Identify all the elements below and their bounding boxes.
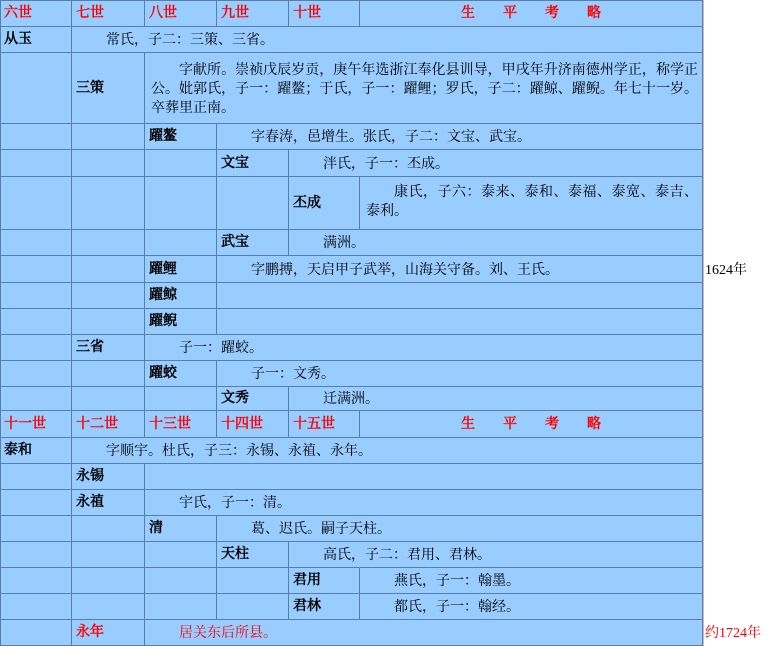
header-biography-title: 生 平 考 略 [360, 0, 703, 27]
header-generation-14: 十四世 [217, 411, 289, 438]
person-name-congyu: 从玉 [0, 27, 72, 53]
empty-cell [0, 53, 72, 124]
person-name-sance: 三策 [72, 53, 145, 124]
person-name-yueni: 躍鲵 [145, 309, 217, 335]
empty-cell [0, 309, 72, 335]
person-bio-sance: 字献所。崇祯戊辰岁贡，庚午年选浙江奉化县训导，甲戌年升济南德州学正，称学正公。妣郭氏，子一：躍鳌；于氏，子一：躍鲤；罗氏，子二：躍鲸、躍鲵。年七十一岁。卒葬里正南。 [145, 53, 703, 124]
empty-cell [72, 256, 145, 283]
person-name-junlin: 君林 [289, 594, 360, 620]
empty-cell [145, 177, 217, 230]
empty-cell [0, 594, 72, 620]
header-generation-6: 六世 [0, 0, 72, 27]
empty-cell [72, 387, 145, 411]
empty-cell [0, 230, 72, 256]
empty-cell [0, 542, 72, 568]
empty-cell [0, 256, 72, 283]
header-generation-12: 十二世 [72, 411, 145, 438]
empty-cell [0, 464, 72, 490]
person-bio-junyong: 燕氏，子一：翰墨。 [360, 568, 703, 594]
person-name-yongzhi: 永禃 [72, 490, 145, 516]
person-bio-sansheng: 子一：躍蛟。 [145, 335, 703, 361]
header-generation-11: 十一世 [0, 411, 72, 438]
person-name-picheng: 丕成 [289, 177, 360, 230]
person-name-yongxi: 永锡 [72, 464, 145, 490]
person-name-tianzhu: 天柱 [217, 542, 289, 568]
empty-cell [217, 177, 289, 230]
person-bio-junlin: 都氏，子一：翰经。 [360, 594, 703, 620]
empty-cell [0, 620, 72, 646]
person-bio-wenxiu: 迁满洲。 [289, 387, 703, 411]
empty-cell [145, 230, 217, 256]
header-biography-title-2: 生 平 考 略 [360, 411, 703, 438]
empty-cell [145, 387, 217, 411]
person-bio-yongnian: 居关东后所县。 [145, 620, 703, 646]
header-generation-15: 十五世 [289, 411, 360, 438]
person-name-yongnian: 永年 [72, 620, 145, 646]
empty-cell [145, 568, 217, 594]
empty-cell [72, 516, 145, 542]
empty-cell [72, 124, 145, 150]
empty-cell [217, 568, 289, 594]
person-name-wubao: 武宝 [217, 230, 289, 256]
header-generation-13: 十三世 [145, 411, 217, 438]
date-note-1624: 1624年 [705, 263, 747, 278]
person-name-qing: 清 [145, 516, 217, 542]
empty-cell [0, 177, 72, 230]
person-name-wenbao: 文宝 [217, 150, 289, 177]
empty-cell [72, 309, 145, 335]
empty-cell [72, 594, 145, 620]
header-generation-9: 九世 [217, 0, 289, 27]
person-bio-yueao: 字春涛，邑增生。张氏，子二：文宝、武宝。 [217, 124, 703, 150]
empty-cell [217, 309, 703, 335]
person-bio-picheng: 康氏，子六：泰来、泰和、泰福、泰宽、泰吉、泰利。 [360, 177, 703, 230]
empty-cell [0, 283, 72, 309]
empty-cell [0, 124, 72, 150]
header-generation-7: 七世 [72, 0, 145, 27]
person-name-sansheng: 三省 [72, 335, 145, 361]
empty-cell [72, 283, 145, 309]
empty-cell [0, 490, 72, 516]
notes-column [703, 0, 775, 646]
person-name-yuejiao: 躍蛟 [145, 361, 217, 387]
empty-cell [0, 150, 72, 177]
person-bio-yueli: 字鹏搏，天启甲子武举，山海关守备。刘、王氏。 [217, 256, 703, 283]
person-name-taihe: 泰和 [0, 438, 72, 464]
empty-cell [0, 361, 72, 387]
empty-cell [72, 568, 145, 594]
person-name-junyong: 君用 [289, 568, 360, 594]
empty-cell [145, 150, 217, 177]
empty-cell [72, 150, 145, 177]
person-name-yuejing: 躍鲸 [145, 283, 217, 309]
person-bio-tianzhu: 高氏，子二：君用、君林。 [289, 542, 703, 568]
empty-cell [0, 568, 72, 594]
person-name-wenxiu: 文秀 [217, 387, 289, 411]
person-bio-qing: 葛、迟氏。嗣子天柱。 [217, 516, 703, 542]
person-bio-congyu: 常氏，子二：三策、三省。 [72, 27, 703, 53]
empty-cell [145, 464, 703, 490]
empty-cell [217, 283, 703, 309]
empty-cell [145, 542, 217, 568]
person-name-yueao: 躍鳌 [145, 124, 217, 150]
empty-cell [0, 516, 72, 542]
empty-cell [72, 230, 145, 256]
empty-cell [72, 361, 145, 387]
person-bio-yuejiao: 子一：文秀。 [217, 361, 703, 387]
empty-cell [217, 594, 289, 620]
empty-cell [145, 594, 217, 620]
empty-cell [72, 542, 145, 568]
person-bio-taihe: 字顺宇。杜氏，子三：永锡、永禃、永年。 [72, 438, 703, 464]
empty-cell [0, 335, 72, 361]
person-bio-wubao: 满洲。 [289, 230, 703, 256]
empty-cell [0, 387, 72, 411]
empty-cell [72, 177, 145, 230]
person-name-yueli: 躍鲤 [145, 256, 217, 283]
person-bio-wenbao: 泮氏，子一：丕成。 [289, 150, 703, 177]
person-bio-yongzhi: 宇氏，子一：清。 [145, 490, 703, 516]
header-generation-8: 八世 [145, 0, 217, 27]
date-note-1724: 约1724年 [705, 626, 761, 641]
header-generation-10: 十世 [289, 0, 360, 27]
